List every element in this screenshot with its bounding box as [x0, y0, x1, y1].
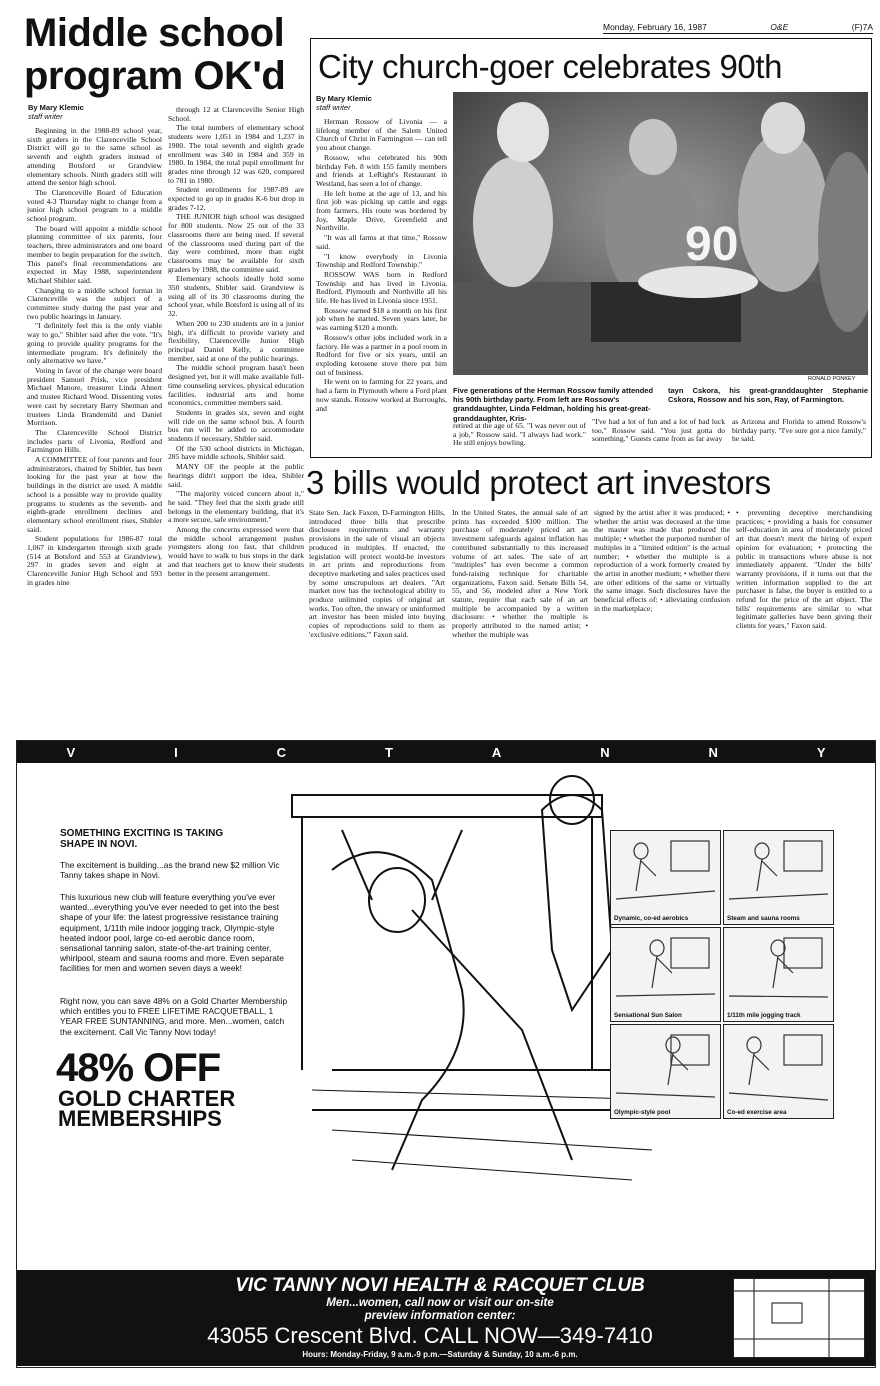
- paragraph: Rossow, who celebrated his 90th birthday Feb. 8 with 155 family members and friends at LeRight's Restaurant in Westland, has seen a lot of change.: [316, 152, 447, 188]
- paragraph: Changing to a middle school format in Clarenceville was the subject of a committee study during the past year and two public hearings in January.: [27, 285, 162, 321]
- ad-offer-line2: GOLD CHARTER: [58, 1086, 236, 1111]
- article1-column-1: [27, 127, 162, 692]
- paragraph: Student enrollments for 1987-89 are expected to go up in grades K-6 but drop in grades 7-12.: [168, 185, 304, 212]
- ad-heading: [60, 828, 300, 850]
- paragraph: ROSSOW WAS born in Redford Township and has lived in Livonia, Redford, Plymouth and Northville all his life. He has lived in Livonia since 1951.: [316, 269, 447, 306]
- facility-caption: Sensational Sun Salon: [614, 1012, 682, 1019]
- article1-column-2: [168, 106, 304, 734]
- birthday-photo: [453, 92, 868, 375]
- article3-column-1: State Sen. Jack Faxon, D-Farmington Hills, introduced three bills that prescribe disclosure requirements and warranty provisions in the sale of visual art objects produced in multiples. If enacted, the legislation will protect would-be investors in art prints and reproductions from deceptive marketing and sales practices used by some unscrupulous art dealers. "Art market now has the technological ability to produce unlimited copies of original art works. Too often, the unwary or uninformed art investor has been misled into buying copies of reproductions sold to them as 'exclusive editions,'" Faxon said.: [309, 509, 445, 639]
- banner-letter: T: [384, 744, 393, 760]
- paragraph: "I definitely feel this is the only viable way to go," Shibler said after the vote. "It's going to provide quality programs for the intermediate program. It's definitely the only alternative we have.": [27, 321, 162, 366]
- header-rule: [603, 33, 873, 34]
- article1-byline: [28, 104, 158, 121]
- ad-heading-line2: SHAPE IN NOVI.: [60, 839, 138, 850]
- article3-column-4: • preventing deceptive merchandising practices; • providing a basis for consumer self-education in area of moderately priced art that doesn't merit the hiring of expert opinion for evaluation; • protecting the public in transactions where abuse is not immediately apparent. "Under the bills' warranty provisions, if it turns out that the written information supplied to the art purchaser is false, the buyer is entitled to a refund for the price of the art object. The bills' requirements are similar to what legitimate galleries have been giving their clients for years," Faxon said.: [736, 509, 872, 631]
- paragraph: He went on to farming for 22 years, and had a farm in Plymouth where a Ford plant now stands. Rossow worked at Burroughs, and: [316, 377, 447, 413]
- paragraph: "The majority voiced concern about it," he said. "They feel that the sixth grade still belongs in the elementary building, that it's a more secure, safe environment.": [168, 489, 304, 525]
- article2-tail-3: as Arizona and Florida to attend Rossow's birthday party. "I've sure got a nice family," he said.: [732, 418, 866, 444]
- photo-credit: RONALD PONKEY: [808, 376, 856, 382]
- byline-name: By Mary Klemic: [28, 103, 84, 112]
- ad-banner: [17, 741, 875, 763]
- article2-column-1: [316, 118, 447, 440]
- footer-hours: Hours: Monday-Friday, 9 a.m.-9 p.m.—Saturday & Sunday, 10 a.m.-6 p.m.: [302, 1350, 578, 1359]
- banner-letter: V: [66, 744, 76, 760]
- paragraph: MANY OF the people at the public hearings didn't support the idea, Shibler said.: [168, 462, 304, 489]
- paragraph: A COMMITTEE of four parents and four administrators, chaired by Shibler, has been looking for the past year at how the buildings in the district are used. A middle school is a possible way to provide quality programs to students as the seventh- and eighth-grade enrollment declines and elementary school enrollment rises, Shibler said.: [27, 455, 162, 534]
- paragraph: Herman Rossow of Livonia — a lifelong member of the Salem United Church of Christ in Farmington — can tell you about change.: [316, 118, 447, 153]
- paragraph: Among the concerns expressed were that the middle school arrangement pushes youngsters along too fast, that children would have to walk to bus stops in the dark and that teachers get to know their students better in the present arrangement.: [168, 525, 304, 578]
- facility-photo: [610, 1024, 721, 1119]
- photo-caption-left: Five generations of the Herman Rossow family attended his 90th birthday party. From left are Rossow's granddaughter, Linda Feldman, holding his great-great-granddaughter, Kris-: [453, 386, 654, 423]
- ad-heading-line1: SOMETHING EXCITING IS TAKING: [60, 828, 224, 839]
- banner-letter: Y: [816, 744, 826, 760]
- paragraph: Rossow's other jobs included work in a factory. He was a partner in a pool room in Redford for five or six years, until an exploding kerosene stove there put him out of business.: [316, 332, 447, 377]
- facility-caption: 1/11th mile jogging track: [727, 1012, 801, 1019]
- facility-photo: [610, 830, 721, 925]
- article2-tail-1: retired at the age of 65. "I was never out of a job," Rossow said. "I always had work." He still enjoys bowling.: [453, 422, 586, 448]
- paragraph: Voting in favor of the change were board president Samuel Prisk, vice president Michael Manore, treasurer Linda Ahnert and trustee Richard Wood. Dissenting votes were cast by secretary Barry Sherman and trustees Linda Brandemihl and Daniel Morrison.: [27, 365, 162, 428]
- article2-byline: [316, 95, 446, 112]
- paragraph: The total numbers of elementary school students were 1,051 in 1984 and 1,237 in 1980. The total seventh and eighth grade enrollment was 340 in 1984 and 359 in 1980. In 1984, the total pupil enrollment for grades nine through 12 was 620, compared to 781 in 1980.: [168, 123, 304, 185]
- article3-headline: 3 bills would protect art investors: [306, 464, 771, 501]
- byline-name: By Mary Klemic: [316, 94, 372, 103]
- byline-role: staff writer: [28, 111, 63, 121]
- paragraph: Beginning in the 1988-89 school year, sixth graders in the Clarenceville School District will go to the same school as seventh and eighth graders instead of attending Botsford or Grandview elementary schools. Ninth graders still will attend the senior high school.: [27, 127, 162, 188]
- article3-column-3: signed by the artist after it was produced; • whether the artist was deceased at the time the master was made that produced the multiple; • whether the purported number of multiples in a "limited edition" is the actual number; • whether the multiple is a reproduction of a work formerly created by the artist in another medium; • whether there are other editions of the same or virtually the same image. Such disclosures have the beneficial effects of: • alleviating confusion in the marketplace;: [594, 509, 730, 613]
- footer-title: VIC TANNY NOVI HEALTH & RACQUET CLUB: [235, 1275, 645, 1296]
- facility-caption: Olympic-style pool: [614, 1109, 671, 1116]
- page-date: Monday, February 16, 1987: [603, 22, 707, 32]
- paragraph: When 200 to 230 students are in a junior high, it's difficult to provide variety and flexibility, Clarenceville Junior High principal Daniel Kelly, a committee member, said at one of the public hearings.: [168, 318, 304, 363]
- page-header: [603, 22, 873, 32]
- article1-headline-line2: program OK'd: [24, 54, 286, 98]
- paragraph: The board will appoint a middle school planning committee of six parents, four teachers, three administrators and one board member to begin preparation for the switch. This panel's final recommendations are expected in May 1988, superintendent Michael Shibler said.: [27, 223, 162, 285]
- banner-letter: N: [708, 744, 718, 760]
- facility-caption: Co-ed exercise area: [727, 1109, 787, 1116]
- page-number: (F)7A: [851, 22, 873, 32]
- paragraph: The Clarenceville School District includes parts of Livonia, Redford and Farmington Hills.: [27, 427, 162, 455]
- paragraph: "It was all farms at that time," Rossow said.: [316, 233, 447, 251]
- paragraph: He left home at the age of 13, and his first job was picking up cattle and eggs from farmers. His route was bordered by Joy, Maple Drive, Greenfield and Northville.: [316, 188, 447, 233]
- paragraph: THE JUNIOR high school was designed for 800 students. Now 25 out of the 33 classrooms there are being used. If several of the classrooms used during part of the day were combined, more than eight classrooms may be available for sixth graders by 1988, the committee said.: [168, 212, 304, 274]
- ad-paragraph-2: This luxurious new club will feature everything you've ever wanted...everything you've ever needed to get into the best shape of your life: the latest progressive resistance training equipment, 1/11th mile indoor jogging track, Olympic-style heated indoor pool, large co-ed aerobic dance room, sensational tanning salon, state-of-the-art training center, whirlpool, steam and sauna rooms and more. Even separate facilities for men and women seven days a week!: [60, 892, 284, 974]
- footer-address: 43055 Crescent Blvd. CALL NOW—349-7410: [207, 1323, 653, 1348]
- footer-line-2: Men...women, call now or visit our on-site: [326, 1297, 554, 1309]
- facility-photo: [723, 830, 834, 925]
- paragraph: through 12 at Clarenceville Senior High School.: [168, 106, 304, 123]
- facility-caption: Dynamic, co-ed aerobics: [614, 915, 689, 922]
- ad-offer-line3: MEMBERSHIPS: [58, 1106, 222, 1131]
- facility-photo: [723, 927, 834, 1022]
- paragraph: The middle school program hasn't been designed yet, but it will make available full-time counseling services, physical education facilities, industrial arts and home economics, committee members said.: [168, 363, 304, 408]
- photo-caption-right: tayn Cskora, his great-granddaughter Stephanie Cskora, Rossow and his son, Ray, of Farmington.: [668, 386, 868, 405]
- article1-headline: [24, 12, 304, 98]
- ad-paragraph-1: The excitement is building...as the brand new $2 million Vic Tanny takes shape in Novi.: [60, 860, 280, 881]
- facility-caption: Steam and sauna rooms: [727, 915, 800, 922]
- ad-paragraph-3: Right now, you can save 48% on a Gold Charter Membership which entitles you to FREE LIFETIME RACQUETBALL, 1 YEAR FREE SUNTANNING, and more. Men...women, catch the excitement. Call Vic Tanny Novi today!: [60, 996, 288, 1037]
- article2-tail-2: "I've had a lot of fun and a lot of bad luck too," Rossow said. "You just gotta do something." Guests came from as far away: [592, 418, 725, 444]
- facility-photo: [723, 1024, 834, 1119]
- paragraph: Student populations for 1986-87 total 1,067 in kindergarten through sixth grade (514 at Botsford and 553 at Grandview), 297 in grades seven and eight at Clarenceville Junior High School and 593 in grades nine: [27, 534, 162, 587]
- location-map: [733, 1278, 865, 1358]
- birthday-photo-image: [453, 92, 868, 375]
- svg-text:90: 90: [685, 218, 739, 271]
- paragraph: "I know everybody in Livonia Township and Redford Township.": [316, 251, 447, 270]
- banner-letter: A: [491, 744, 502, 760]
- paragraph: Of the 530 school districts in Michigan, 285 have middle schools, Shibler said.: [168, 443, 304, 462]
- article1-headline-line1: Middle school: [24, 11, 285, 55]
- banner-letter: C: [276, 744, 287, 760]
- footer-line-3: preview information center:: [364, 1310, 516, 1322]
- facility-grid: [610, 830, 836, 1123]
- paragraph: Elementary schools ideally hold some 350 students, Shibler said. Grandview is using all of its 30 classrooms during the school year, while Botsford is using all of its 32.: [168, 274, 304, 319]
- ad-offer-big: 48% OFF: [56, 1046, 221, 1090]
- byline-role: staff writer: [316, 102, 351, 112]
- paragraph: Rossow earned $18 a month on his first job when he started. Seven years later, he was earning $120 a month.: [316, 305, 447, 333]
- paragraph: Students in grades six, seven and eight will ride on the same school bus. A fourth bus run will be added to accommodate students if necessary, Shibler said.: [168, 407, 304, 444]
- location-map-drawing: [734, 1279, 864, 1357]
- edition-label: O&E: [770, 22, 789, 32]
- banner-letter: I: [174, 744, 178, 760]
- article2-headline: City church-goer celebrates 90th: [318, 48, 783, 85]
- article3-column-2: In the United States, the annual sale of art prints has exceeded $100 million. The purchase of moderately priced art as investment safeguards against inflation has contributed substantially to this increased volume of art sales. The sale of art "multiples" has even become a common fund-raising technique for charitable organizations, Faxon said. Senate Bills 54, 55, and 56, modeled after a New York statute, require that each sale of an art multiple be accompanied by a written disclosure: • whether the multiple is properly attributed to the named artist; • whether the multiple was: [452, 509, 588, 639]
- facility-photo: [610, 927, 721, 1022]
- paragraph: The Clarenceville Board of Education voted 4-3 Thursday night to change from a junior high school program to a middle school program.: [27, 187, 162, 224]
- banner-letter: N: [600, 744, 610, 760]
